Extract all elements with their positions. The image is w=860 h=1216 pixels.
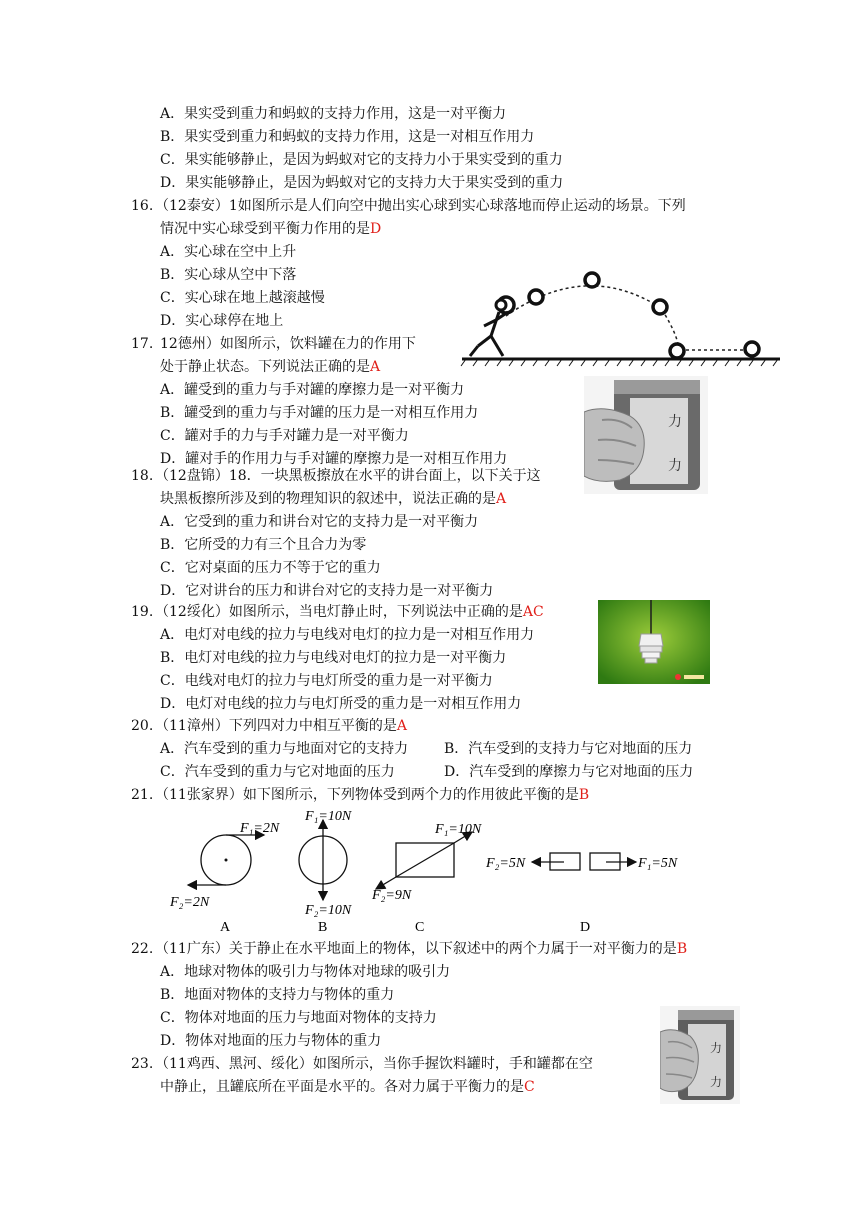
- diagram-d: [485, 853, 678, 935]
- q15-option-c: C．果实能够静止，是因为蚂蚁对它的支持力小于果实受到的重力: [160, 152, 563, 168]
- q19-answer: AC: [522, 604, 544, 620]
- ball-icon: [653, 300, 667, 314]
- q23-stem-line2: 中静止，且罐底所在平面是水平的。各对力属于平衡力的是C: [160, 1079, 535, 1095]
- ball-icon: [529, 290, 543, 304]
- force-diagrams-figure: [160, 806, 700, 938]
- q20-option-b: B．汽车受到的支持力与它对地面的压力: [444, 741, 693, 757]
- q23-stem-line1: （11鸡西、黑河、绥化）如图所示，当你手握饮料罐时，手和罐都在空: [155, 1056, 593, 1072]
- q18-stem-line2: 块黑板擦所涉及到的物理知识的叙述中，说法正确的是A: [160, 491, 507, 507]
- q19-option-d: D．电灯对电线的拉力与电灯所受的重力是一对相互作用力: [160, 696, 522, 712]
- diagram-d-f2: F₂=5N: [486, 856, 526, 871]
- diagram-d-f1: F₁=5N: [638, 856, 678, 871]
- q15-option-d: D．果实能够静止，是因为蚂蚁对它的支持力大于果实受到的重力: [160, 175, 564, 191]
- q20-option-c: C．汽车受到的重力与它对地面的压力: [160, 764, 395, 780]
- diagram-b: [299, 809, 352, 935]
- svg-text:力: 力: [710, 1075, 723, 1089]
- q22-option-c: C．物体对地面的压力与地面对物体的支持力: [160, 1010, 437, 1026]
- watermark-logo: [675, 674, 681, 680]
- diagram-a-label: A: [220, 920, 231, 935]
- q19-option-c: C．电线对电灯的拉力与电灯所受的重力是一对平衡力: [160, 673, 493, 689]
- q17-number: 17.: [131, 336, 154, 352]
- ball-icon: [670, 344, 684, 358]
- q23-number: 23.: [131, 1056, 154, 1072]
- q22-option-a: A．地球对物体的吸引力与物体对地球的吸引力: [160, 964, 451, 980]
- svg-text:力: 力: [668, 415, 682, 430]
- thrower-figure-icon: [470, 300, 508, 356]
- hand-holding-can-photo: [584, 376, 708, 494]
- q21-answer: B: [578, 787, 590, 803]
- q17-option-a: A．罐受到的重力与手对罐的摩擦力是一对平衡力: [160, 382, 465, 398]
- q18-option-d: D．它对讲台的压力和讲台对它的支持力是一对平衡力: [160, 583, 494, 599]
- q16-stem-line2: 情况中实心球受到平衡力作用的是D: [160, 221, 382, 237]
- q16-option-b: B．实心球从空中下落: [160, 267, 297, 283]
- q18-option-b: B．它所受的力有三个且合力为零: [160, 537, 367, 553]
- q18-answer: A: [496, 491, 507, 507]
- q22-option-b: B．地面对物体的支持力与物体的重力: [160, 987, 395, 1003]
- q18-stem-line1: （12盘锦）18．一块黑板擦放在水平的讲台面上，以下关于这: [155, 468, 541, 484]
- q20-number: 20.: [131, 718, 154, 734]
- diagram-b-label: B: [318, 920, 328, 935]
- q23-answer: C: [524, 1079, 535, 1095]
- diagram-c-f1: F₁=10N: [435, 822, 482, 837]
- q17-option-b: B．罐受到的重力与手对罐的压力是一对相互作用力: [160, 405, 479, 421]
- q17-stem-line1: 12德州）如图所示，饮料罐在力的作用下: [160, 336, 416, 352]
- q19-option-b: B．电灯对电线的拉力与电线对电灯的拉力是一对平衡力: [160, 650, 507, 666]
- q19-number: 19.: [131, 604, 154, 620]
- ball-icon: [585, 273, 599, 287]
- q17-answer: A: [370, 359, 381, 375]
- q15-option-b: B．果实受到重力和蚂蚁的支持力作用，这是一对相互作用力: [160, 129, 535, 145]
- ball-icon: [745, 342, 759, 356]
- q15-option-a: A．果实受到重力和蚂蚁的支持力作用，这是一对平衡力: [160, 106, 507, 122]
- thrown-ball-figure: [456, 270, 786, 370]
- q20-option-d: D．汽车受到的摩擦力与它对地面的压力: [444, 764, 694, 780]
- q22-number: 22.: [131, 941, 154, 957]
- q16-option-d: D．实心球停在地上: [160, 313, 284, 329]
- q22-option-d: D．物体对地面的压力与物体的重力: [160, 1033, 382, 1049]
- q18-option-c: C．它对桌面的压力不等于它的重力: [160, 560, 381, 576]
- svg-text:力: 力: [668, 459, 682, 474]
- svg-text:力: 力: [710, 1041, 723, 1055]
- hanging-lamp-photo: [598, 600, 710, 684]
- diagram-b-f1: F₁=10N: [305, 809, 352, 824]
- diagram-a-f1: F₁=2N: [240, 821, 280, 836]
- q17-stem-line2: 处于静止状态。下列说法正确的是A: [160, 359, 381, 375]
- diagram-a: [169, 821, 280, 935]
- diagram-a-f2: F₂=2N: [170, 895, 210, 910]
- q19-option-a: A．电灯对电线的拉力与电线对电灯的拉力是一对相互作用力: [160, 627, 535, 643]
- q22-answer: B: [676, 941, 688, 957]
- q19-stem-line1: （12绥化）如图所示，当电灯静止时，下列说法中正确的是AC: [155, 604, 544, 620]
- diagram-c-f2: F₂=9N: [372, 888, 412, 903]
- q16-number: 16.: [131, 198, 154, 214]
- q21-number: 21.: [131, 787, 154, 803]
- q18-number: 18.: [131, 468, 154, 484]
- q16-option-a: A．实心球在空中上升: [160, 244, 297, 260]
- q16-answer: D: [370, 221, 382, 237]
- q21-stem-line1: （11张家界）如下图所示，下列物体受到两个力的作用彼此平衡的是B: [155, 787, 590, 803]
- diagram-c: [371, 822, 482, 935]
- diagram-c-label: C: [415, 920, 425, 935]
- diagram-b-f2: F₂=10N: [305, 903, 352, 918]
- q16-stem-line1: （12泰安）1如图所示是人们向空中抛出实心球到实心球落地而停止运动的场景。下列: [155, 198, 686, 214]
- q20-stem-line1: （11漳州）下列四对力中相互平衡的是A: [155, 718, 407, 734]
- q17-option-c: C．罐对手的力与手对罐力是一对平衡力: [160, 428, 409, 444]
- q17-option-d: D．罐对手的作用力与手对罐的摩擦力是一对相互作用力: [160, 451, 508, 467]
- q20-option-a: A．汽车受到的重力与地面对它的支持力: [160, 741, 409, 757]
- q18-option-a: A．它受到的重力和讲台对它的支持力是一对平衡力: [160, 514, 479, 530]
- q22-stem-line1: （11广东）关于静止在水平地面上的物体，以下叙述中的两个力属于一对平衡力的是B: [155, 941, 688, 957]
- q20-answer: A: [396, 718, 407, 734]
- diagram-d-label: D: [580, 920, 591, 935]
- hand-holding-can-photo-small: [660, 1006, 740, 1104]
- q16-option-c: C．实心球在地上越滚越慢: [160, 290, 325, 306]
